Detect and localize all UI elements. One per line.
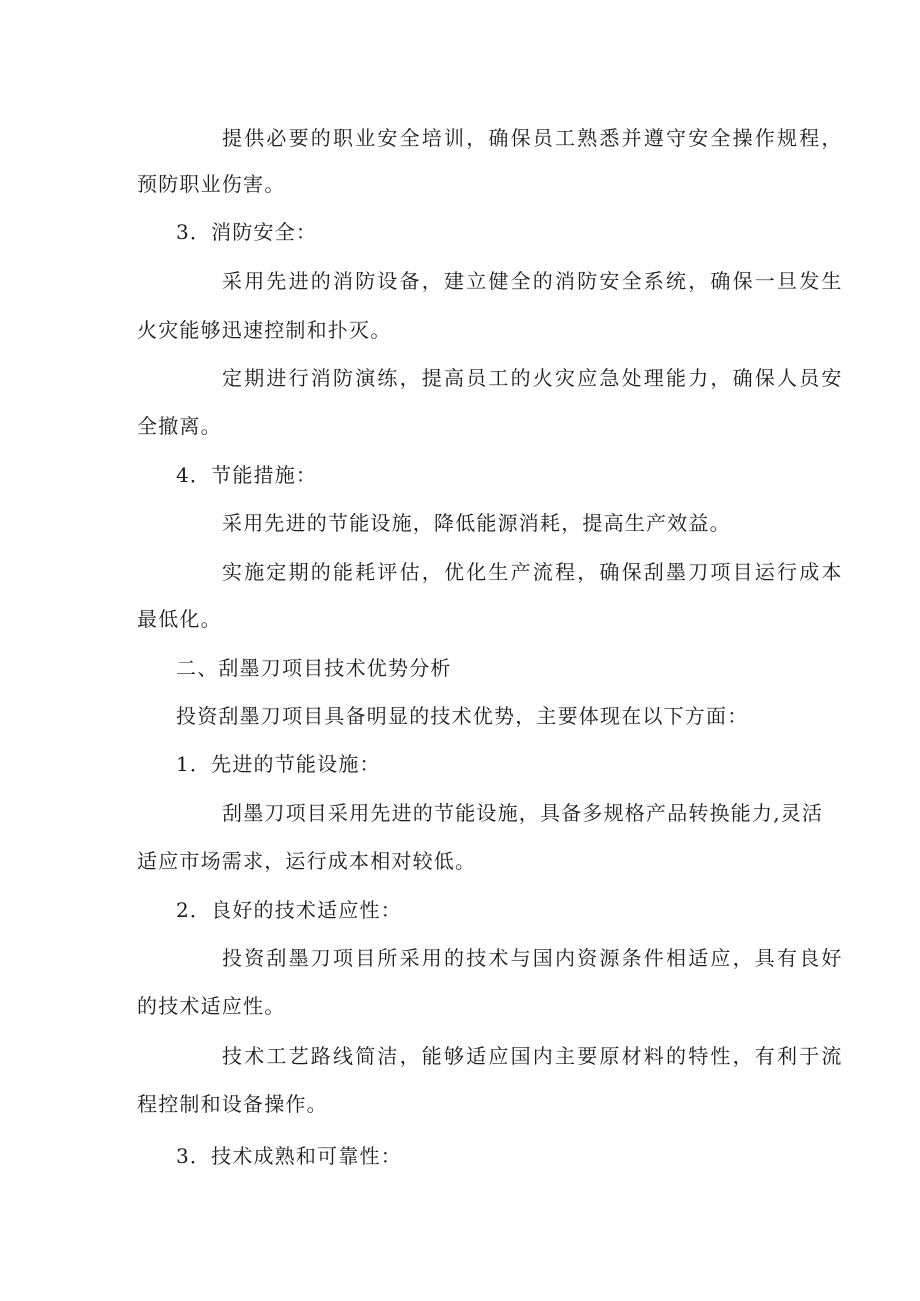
paragraph-line: 适应市场需求，运行成本相对较低。 (137, 849, 477, 873)
paragraph-line: 投资刮墨刀项目具备明显的技术优势，主要体现在以下方面： (176, 704, 749, 728)
paragraph-line: 采用先进的消防设备，建立健全的消防安全系统，确保一旦发生 (222, 269, 844, 293)
paragraph-line: 的技术适应性。 (137, 994, 286, 1018)
paragraph-line: 技术工艺路线简洁，能够适应国内主要原材料的特性，有利于流 (222, 1044, 844, 1068)
paragraph-line: 最低化。 (137, 607, 222, 631)
paragraph-line: 实施定期的能耗评估，优化生产流程，确保刮墨刀项目运行成本 (222, 560, 844, 584)
paragraph-line: 火灾能够迅速控制和扑灭。 (137, 318, 392, 342)
section-heading: 1．先进的节能设施： (176, 752, 381, 776)
section-heading: 3．消防安全： (176, 220, 318, 244)
paragraph-line: 全撤离。 (137, 414, 222, 438)
section-heading: 2．良好的技术适应性： (176, 898, 402, 922)
paragraph-line: 采用先进的节能设施，降低能源消耗，提高生产效益。 (222, 511, 731, 535)
paragraph-line: 程控制和设备操作。 (137, 1092, 328, 1116)
chapter-heading: 二、刮墨刀项目技术优势分析 (176, 656, 452, 680)
section-heading: 3．技术成熟和可靠性： (176, 1144, 402, 1168)
section-heading: 4．节能措施： (176, 463, 318, 487)
paragraph-line: 预防职业伤害。 (137, 172, 286, 196)
paragraph-line: 刮墨刀项目采用先进的节能设施，具备多规格产品转换能力,灵活 (222, 801, 824, 825)
paragraph-line: 投资刮墨刀项目所采用的技术与国内资源条件相适应，具有良好 (222, 946, 844, 970)
paragraph-line: 提供必要的职业安全培训，确保员工熟悉并遵守安全操作规程， (222, 126, 844, 150)
paragraph-line: 定期进行消防演练，提高员工的火灾应急处理能力，确保人员安 (222, 366, 844, 390)
